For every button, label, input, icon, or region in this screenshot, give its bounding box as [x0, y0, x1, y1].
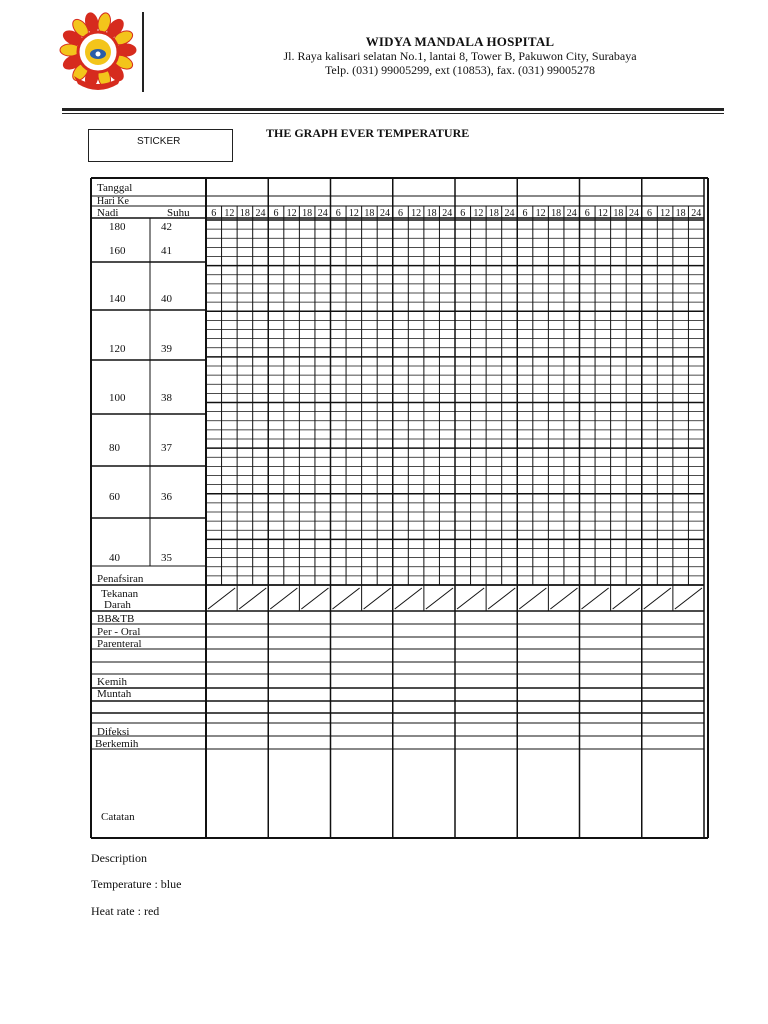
- time-label: 12: [348, 208, 359, 219]
- label-tanggal: Tanggal: [97, 182, 133, 194]
- hospital-address: Jl. Raya kalisari selatan No.1, lantai 8, Tower B, Pakuwon City, Surabaya: [283, 49, 637, 63]
- sticker-label: STICKER: [137, 136, 181, 147]
- suhu-value: 36: [161, 491, 172, 503]
- nadi-value: 140: [109, 293, 126, 305]
- time-label: 18: [364, 208, 375, 219]
- nadi-value: 80: [109, 442, 120, 454]
- time-label: 12: [660, 208, 671, 219]
- time-label: 6: [647, 208, 653, 219]
- bp-slash: [488, 588, 515, 609]
- suhu-value: 42: [161, 221, 172, 233]
- time-label: 18: [675, 208, 686, 219]
- description-heart-rate: Heat rate : red: [91, 904, 160, 918]
- label-berkemih: Berkemih: [95, 738, 139, 750]
- label-hari-ke: Hari Ke: [97, 196, 129, 207]
- bp-slash: [582, 588, 609, 609]
- time-label: 18: [488, 208, 499, 219]
- label-nadi: Nadi: [97, 207, 119, 219]
- time-label: 12: [224, 208, 235, 219]
- suhu-value: 37: [161, 442, 172, 454]
- time-label: 6: [522, 208, 528, 219]
- time-label: 24: [255, 208, 266, 219]
- suhu-value: 40: [161, 293, 172, 305]
- label-kemih: Kemih: [97, 676, 127, 688]
- time-label: 6: [398, 208, 404, 219]
- bp-slash: [519, 588, 546, 609]
- label-darah: Darah: [104, 599, 131, 611]
- label-difeksi: Difeksi: [97, 726, 130, 738]
- bp-slash: [675, 588, 702, 609]
- description-title: Description: [91, 851, 147, 865]
- label-bbtb: BB&TB: [97, 613, 135, 625]
- suhu-value: 39: [161, 343, 172, 355]
- description-temperature: Temperature : blue: [91, 877, 182, 891]
- suhu-value: 35: [161, 552, 172, 564]
- time-label: 12: [286, 208, 297, 219]
- label-parenteral: Parenteral: [97, 638, 142, 650]
- bp-slash: [395, 588, 422, 609]
- label-per-oral: Per - Oral: [97, 626, 141, 638]
- nadi-value: 100: [109, 392, 126, 404]
- bp-slash: [550, 588, 577, 609]
- bp-slash: [333, 588, 360, 609]
- label-penafsiran: Penafsiran: [97, 573, 144, 585]
- label-suhu: Suhu: [167, 207, 190, 219]
- time-label: 6: [273, 208, 279, 219]
- bp-slash: [208, 588, 235, 609]
- time-label: 18: [551, 208, 562, 219]
- bp-slash: [613, 588, 640, 609]
- time-label: 18: [302, 208, 313, 219]
- time-label: 6: [460, 208, 466, 219]
- bp-slash: [239, 588, 266, 609]
- time-label: 6: [335, 208, 341, 219]
- time-label: 24: [317, 208, 328, 219]
- time-label: 6: [211, 208, 217, 219]
- nadi-value: 120: [109, 343, 126, 355]
- bp-slash: [364, 588, 391, 609]
- hospital-contact: Telp. (031) 99005299, ext (10853), fax. (031) 99005278: [324, 63, 596, 77]
- label-muntah: Muntah: [97, 688, 132, 700]
- nadi-value: 160: [109, 245, 126, 257]
- bp-slash: [426, 588, 453, 609]
- time-label: 6: [584, 208, 590, 219]
- time-label: 24: [628, 208, 639, 219]
- time-label: 24: [566, 208, 577, 219]
- nadi-value: 40: [109, 552, 120, 564]
- suhu-value: 38: [161, 392, 172, 404]
- time-label: 12: [411, 208, 422, 219]
- time-label: 12: [535, 208, 546, 219]
- time-label: 18: [239, 208, 250, 219]
- time-label: 24: [379, 208, 390, 219]
- time-label: 18: [426, 208, 437, 219]
- nadi-value: 60: [109, 491, 120, 503]
- nadi-value: 180: [109, 221, 126, 233]
- graph-title: THE GRAPH EVER TEMPERATURE: [266, 126, 470, 140]
- time-label: 18: [613, 208, 624, 219]
- time-label: 24: [691, 208, 702, 219]
- bp-slash: [457, 588, 484, 609]
- suhu-value: 41: [161, 245, 172, 257]
- bp-slash: [644, 588, 671, 609]
- time-label: 24: [442, 208, 453, 219]
- bp-slash: [270, 588, 297, 609]
- time-label: 24: [504, 208, 515, 219]
- label-tekanan: Tekanan: [101, 588, 139, 600]
- label-catatan: Catatan: [101, 811, 135, 823]
- hospital-name: WIDYA MANDALA HOSPITAL: [365, 34, 555, 49]
- time-label: 12: [597, 208, 608, 219]
- bp-slash: [301, 588, 328, 609]
- time-label: 12: [473, 208, 484, 219]
